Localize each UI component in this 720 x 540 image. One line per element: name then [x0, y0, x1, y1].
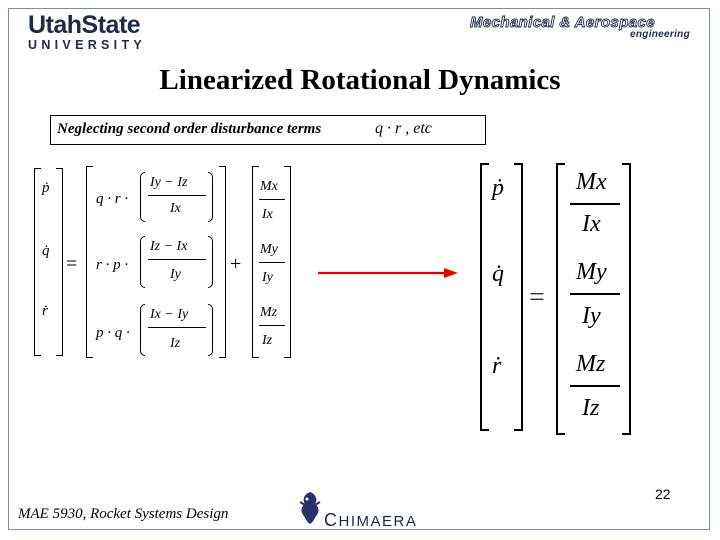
course-footer: MAE 5930, Rocket Systems Design [18, 506, 229, 522]
inertia-frac-line-1 [148, 195, 206, 196]
inertia-den-3: Iz [170, 336, 181, 351]
moment-den-2: Iy [262, 270, 273, 285]
rhs-moment-frac-line-1 [570, 203, 620, 205]
rhs-moment-den-1: Ix [582, 211, 601, 237]
moment-den-3: Iz [262, 333, 273, 348]
lhs-r-dot: ṙ [42, 303, 48, 319]
coupling-prefix-1: q · r · [96, 191, 129, 207]
lhs-bracket-left [34, 168, 41, 356]
chimaera-wordmark [324, 510, 417, 531]
moment-num-1: Mx [260, 179, 278, 194]
arrow-head [444, 268, 458, 278]
neglect-note-text: Neglecting second order disturbance terms [57, 121, 322, 137]
neglect-note-terms: q · r , etc [375, 120, 432, 137]
rhs-moment-num-3: Mz [576, 351, 606, 377]
moment-num-3: Mz [260, 305, 278, 320]
paren-left-2 [140, 236, 145, 288]
paren-right-1 [208, 172, 213, 222]
rhs-moment-frac-line-3 [570, 385, 620, 387]
rhs-moment-num-2: My [576, 259, 607, 285]
inertia-frac-line-3 [148, 327, 206, 328]
rhs-equals-sign: = [529, 282, 545, 313]
rhs-lhs-bracket-left [480, 163, 489, 431]
plus-sign: + [230, 253, 242, 275]
rhs-q-dot: q̇ [492, 261, 504, 287]
usu-logo-line2: UNIVERSITY [28, 38, 147, 52]
chimaera-initial: C [324, 510, 339, 530]
rhs-moment-frac-line-2 [570, 293, 620, 295]
inertia-frac-line-2 [148, 259, 206, 260]
paren-left-3 [140, 304, 145, 356]
moment-frac-line-3 [259, 325, 285, 326]
page-number: 22 [655, 486, 671, 502]
moment-frac-line-2 [259, 262, 285, 263]
paren-right-3 [208, 304, 213, 356]
usu-logo-line1: UtahState [28, 11, 141, 39]
coupling-prefix-2: r · p · [96, 257, 129, 273]
rhs-r-dot: ṙ [492, 353, 502, 379]
right-arrow-icon [318, 267, 458, 279]
moment-bracket-right [284, 166, 291, 358]
rhs-moment-den-2: Iy [582, 303, 601, 329]
paren-left-1 [140, 172, 145, 222]
coupling-prefix-3: p · q · [96, 325, 130, 341]
left-equals-sign: = [66, 253, 78, 275]
inertia-num-1: Iy − Iz [150, 175, 188, 190]
paren-right-2 [208, 236, 213, 288]
lhs-p-dot: ṗ [42, 180, 50, 196]
lhs-bracket-right [56, 168, 63, 356]
lhs-q-dot: q̇ [42, 243, 50, 259]
rhs-moment-bracket-right [622, 163, 631, 435]
chimaera-creature-icon [296, 490, 324, 526]
moment-frac-line-1 [259, 199, 285, 200]
rhs-moment-bracket-left [556, 163, 565, 435]
coupling-bracket-right [219, 166, 226, 358]
moment-num-2: My [260, 242, 278, 257]
mae-logo-line2: engineering [630, 29, 690, 40]
inertia-num-3: Ix − Iy [150, 307, 189, 322]
slide-title: Linearized Rotational Dynamics [159, 64, 561, 96]
inertia-den-1: Ix [170, 201, 181, 216]
moment-den-1: Ix [262, 207, 273, 222]
rhs-moment-num-1: Mx [576, 169, 607, 195]
inertia-den-2: Iy [170, 267, 181, 282]
moment-bracket-left [252, 166, 259, 358]
usu-logo [28, 12, 146, 52]
rhs-moment-den-3: Iz [582, 395, 600, 421]
neglect-note-box [50, 115, 486, 145]
inertia-num-2: Iz − Ix [150, 239, 188, 254]
rhs-p-dot: ṗ [492, 175, 504, 201]
mae-logo [464, 14, 696, 40]
chimaera-rest: HIMAERA [338, 513, 418, 530]
mae-logo-line1: Mechanical & Aerospace [470, 14, 655, 31]
rhs-lhs-bracket-right [514, 163, 523, 431]
coupling-bracket-left [86, 166, 93, 358]
